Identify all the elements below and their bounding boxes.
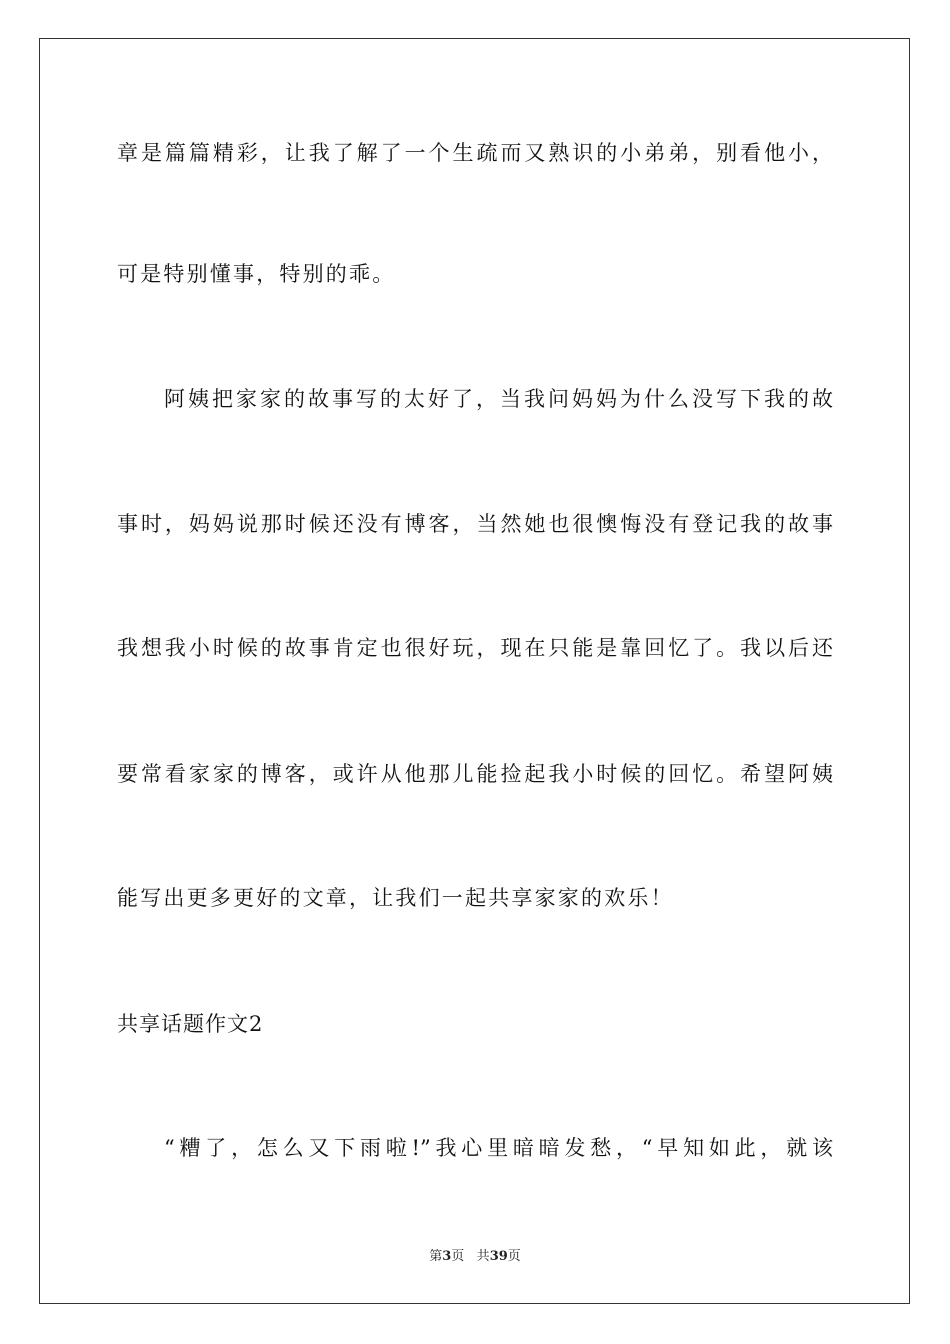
body-line-4: 事时，妈妈说那时候还没有博客，当然她也很懊悔没有登记我的故事 [117,512,833,536]
body-line-7: 能写出更多更好的文章，让我们一起共享家家的欢乐！ [117,886,674,910]
footer-page-suffix: 页 [451,1249,465,1264]
footer-page-prefix: 第 [429,1249,443,1264]
page-footer [0,1248,950,1266]
footer-total-prefix: 共 [476,1249,490,1264]
body-line-6: 要常看家家的博客，或许从他那儿能捡起我小时候的回忆。希望阿姨 [117,762,833,786]
body-line-2: 可是特别懂事，特别的乖。 [117,262,396,286]
footer-page-current: 3 [442,1249,452,1264]
body-line-1: 章是篇篇精彩，让我了解了一个生疏而又熟识的小弟弟，别看他小， [117,141,833,165]
footer-page-total: 39 [489,1249,508,1264]
page-border [39,38,910,1304]
footer-total-suffix: 页 [507,1249,521,1264]
body-line-5: 我想我小时候的故事肯定也很好玩，现在只能是靠回忆了。我以后还 [117,636,833,660]
body-line-8: “糟了，怎么又下雨啦!”我心里暗暗发愁，“早知如此，就该 [164,1136,833,1160]
section-heading: 共享话题作文2 [117,1012,264,1036]
body-line-3: 阿姨把家家的故事写的太好了，当我问妈妈为什么没写下我的故 [164,387,833,411]
